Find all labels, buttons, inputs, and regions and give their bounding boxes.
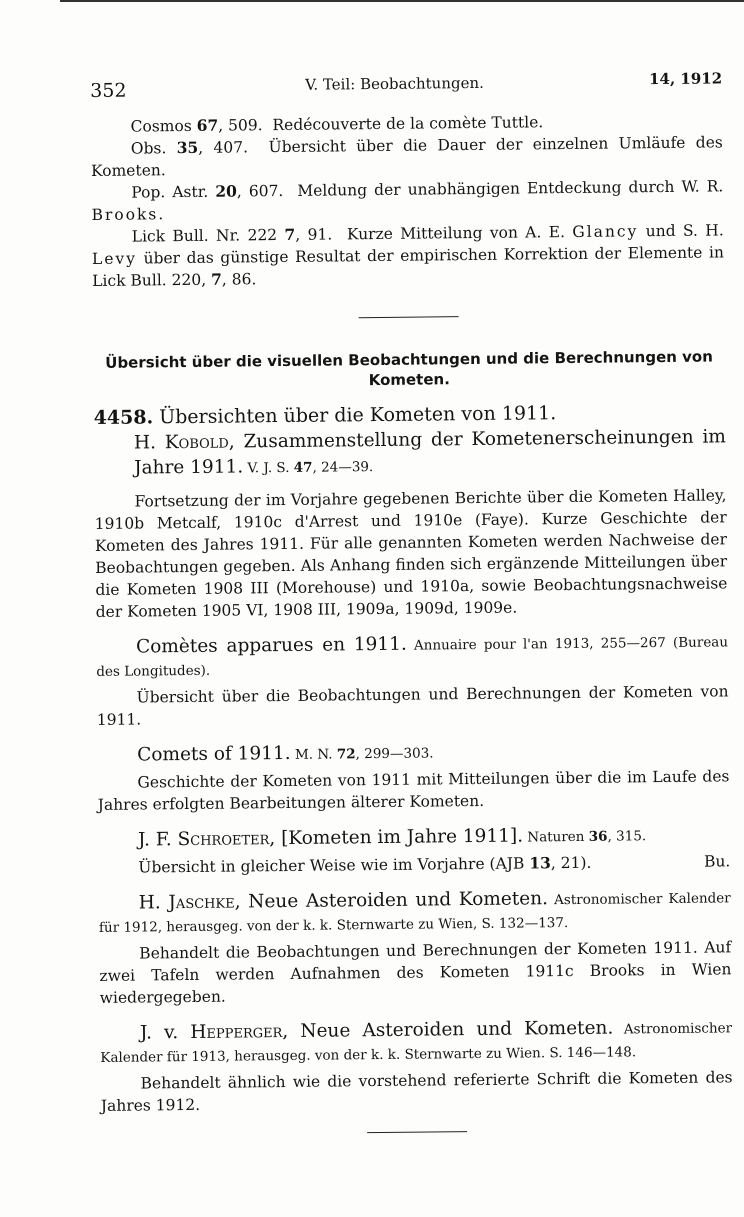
author-name: Hepperger bbox=[190, 1021, 283, 1044]
summary-cometes: Übersicht über die Beobachtungen und Berechnungen der Kometen von 1911. bbox=[96, 682, 729, 729]
ref-pages: , 24—39. bbox=[312, 459, 374, 476]
work-title: , Zusammenstellung der Kometenerscheinungen im Jahre 1911. bbox=[134, 426, 726, 479]
ref-source: Obs. bbox=[130, 139, 177, 158]
ref-volume: 13 bbox=[529, 853, 551, 873]
ref-cometes bbox=[96, 628, 728, 683]
ref-obs bbox=[91, 131, 723, 182]
author-initial: H. bbox=[133, 432, 165, 454]
ref-comets bbox=[97, 736, 729, 768]
ref-volume: 36 bbox=[588, 828, 608, 845]
summary-comets: Geschichte der Kometen von 1911 mit Mitteilungen über die im Laufe des Jahres erfolgten Bearbeitungen älterer Kometen. bbox=[97, 767, 730, 814]
person-name: Glancy bbox=[572, 222, 639, 241]
person-name: Levy bbox=[91, 249, 138, 268]
author-initial: H. bbox=[138, 892, 169, 914]
ref-volume: 20 bbox=[215, 181, 237, 201]
ref-pages: , 407. bbox=[198, 138, 249, 157]
ref-volume: 72 bbox=[336, 746, 356, 763]
ref-pop-astr bbox=[91, 175, 723, 226]
ref-text: Kurze Mitteilung von A. E. bbox=[346, 222, 573, 244]
section-heading: Übersicht über die visuellen Beobachtungen und die Berechnungen von Kometen. bbox=[105, 347, 713, 390]
journal: M. N. bbox=[290, 746, 337, 763]
separator bbox=[367, 1131, 467, 1133]
ref-pages: , 86. bbox=[221, 270, 257, 289]
ref-source: Cosmos bbox=[130, 116, 197, 136]
work-title: Comets of 1911. bbox=[137, 742, 291, 766]
ref-volume: 7 bbox=[210, 269, 222, 289]
ref-text: und S. H. bbox=[638, 221, 724, 241]
ref-source: Lick Bull. Nr. 222 bbox=[131, 225, 285, 246]
summary-hepperger: Behandelt ähnlich wie die vorstehend referierte Schrift die Kometen des Jahres 1912. bbox=[100, 1068, 733, 1115]
ref-text: über das günstige Resultat der empirischen Korrektion der Elemente in Lick Bull. 220, bbox=[92, 243, 725, 290]
summary-text: , 21). bbox=[550, 853, 592, 873]
journal: Naturen bbox=[522, 828, 589, 846]
journal: V. J. S. bbox=[243, 459, 294, 477]
ref-text: Meldung der unabhängigen Entdeckung durch W. R. bbox=[297, 177, 724, 200]
person-name: Brooks. bbox=[91, 205, 166, 224]
ref-pages: , 315. bbox=[607, 828, 647, 845]
ref-pages: , 91. bbox=[295, 225, 333, 244]
summary-text: Übersicht in gleicher Weise wie im Vorjahre (AJB bbox=[138, 854, 530, 877]
work-title: Comètes apparues en 1911. bbox=[135, 633, 407, 658]
separator bbox=[359, 316, 459, 318]
summary-jaschke: Behandelt die Beobachtungen und Berechnungen der Kometen 1911. Auf zwei Tafeln werden Aufnahmen des Kometen 1911c Brooks in Wien wiedergegeben. bbox=[99, 938, 732, 1007]
ref-text: Übersicht über die Dauer der einzelnen Umläufe des Kometen. bbox=[90, 133, 723, 180]
ref-pages: , 509. bbox=[218, 116, 263, 135]
running-year: 14, 1912 bbox=[648, 69, 723, 89]
author-name: Jaschke bbox=[168, 891, 235, 914]
ref-kobold bbox=[94, 424, 727, 483]
top-rule bbox=[60, 0, 744, 2]
ref-pages: , 607. bbox=[236, 181, 284, 201]
journal: Astronomischer Kalender für 1913, herausgeg. von der k. k. Sternwarte zu Wien. S. 146—148. bbox=[100, 1020, 733, 1066]
summary-schroeter bbox=[98, 850, 730, 879]
author-initial: J. v. bbox=[139, 1022, 191, 1044]
journal: Annuaire pour l'an 1913, 255—267 (Bureau des Longitudes). bbox=[96, 634, 729, 680]
ref-volume: 47 bbox=[293, 459, 313, 476]
journal: Astronomischer Kalender für 1912, herausgeg. von der k. k. Sternwarte zu Wien, S. 132—137. bbox=[98, 890, 731, 936]
entry-title: Übersichten über die Kometen von 1911. bbox=[153, 402, 557, 429]
work-title: , [Kometen im Jahre 1911]. bbox=[269, 825, 524, 850]
author-name: Schroeter bbox=[177, 828, 270, 851]
work-title: , Neue Asteroiden und Kometen. bbox=[282, 1017, 614, 1043]
ref-lick bbox=[92, 219, 725, 292]
running-head: V. Teil: Beobachtungen. bbox=[305, 73, 484, 94]
ref-text: Redécouverte de la comète Tuttle. bbox=[272, 113, 544, 135]
ref-pages: , 299—303. bbox=[355, 745, 434, 763]
entry-number: 4458. bbox=[93, 406, 154, 429]
summary-kobold: Fortsetzung der im Vorjahre gegebenen Berichte über die Kometen Halley, 1910b Metcalf, 1910c d'Arrest und 1910e (Faye). Kurze Geschichte der Kometen des Jahres 1911. Für alle genannten Kometen werden Nachweise der Beobachtungen gegeben. Als Anhang finden sich ergänzende Mitteilungen über die Kometen 1908 III (Morehouse) und 1910a, sowie Beobachtungsnachweise der Kometen 1905 VI, 1908 III, 1909a, 1909d, 1909e. bbox=[94, 486, 728, 621]
page bbox=[90, 63, 733, 1136]
ref-volume: 67 bbox=[196, 115, 219, 135]
running-header bbox=[90, 63, 722, 104]
author-initial: J. F. bbox=[137, 829, 178, 851]
work-title: , Neue Asteroiden und Kometen. bbox=[234, 888, 549, 913]
page-number: 352 bbox=[90, 79, 127, 102]
ref-jaschke bbox=[99, 884, 731, 939]
reviewer-signature: Bu. bbox=[703, 852, 731, 871]
ref-volume: 7 bbox=[284, 224, 296, 244]
ref-source: Pop. Astr. bbox=[131, 182, 216, 202]
ref-hepperger bbox=[100, 1014, 732, 1069]
ref-schroeter bbox=[98, 821, 730, 853]
author-name: Kobold bbox=[164, 431, 229, 454]
ref-volume: 35 bbox=[176, 137, 199, 158]
